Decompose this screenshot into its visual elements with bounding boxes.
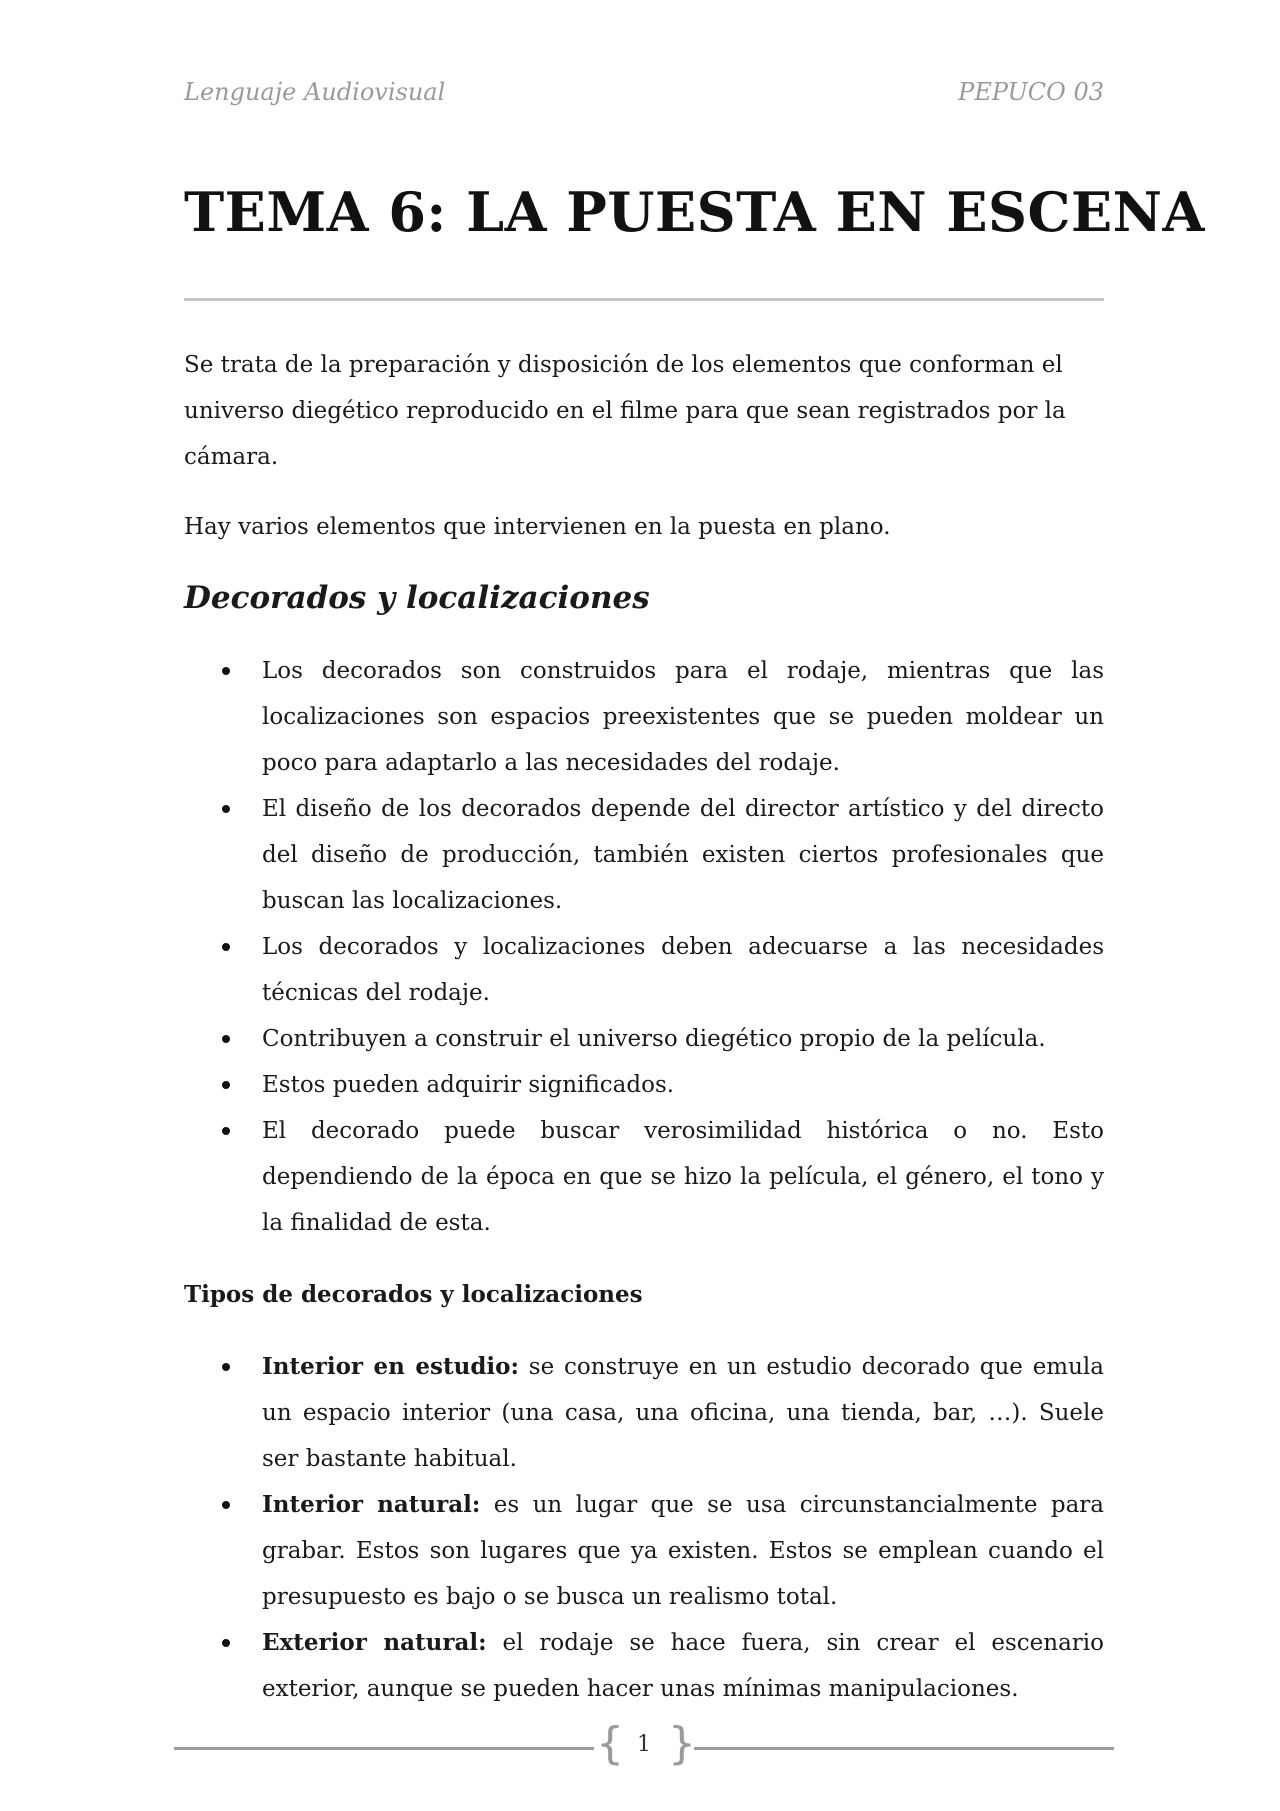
footer-rule-left: [174, 1747, 594, 1750]
list-item-text: El decorado puede buscar verosimilidad histórica o no. Esto dependiendo de la época en que se hizo la película, el género, el tono y la finalidad de esta.: [262, 1118, 1104, 1236]
list-item-text: Los decorados son construidos para el rodaje, mientras que las localizaciones son espacios preexistentes que se pueden moldear un poco para adaptarlo a las necesidades del rodaje.: [262, 658, 1104, 776]
type-description: es un lugar que se usa circunstancialmente para grabar. Estos son lugares que ya existen. Estos se emplean cuando el presupuesto es bajo o se busca un realismo total.: [262, 1492, 1104, 1610]
type-description: el rodaje se hace fuera, sin crear el escenario exterior, aunque se pueden hacer unas mínimas manipulaciones.: [262, 1630, 1104, 1702]
header-course-code: PEPUCO 03: [958, 78, 1104, 106]
footer-rule-right: [694, 1747, 1114, 1750]
bullet-icon: [222, 805, 230, 813]
list-item: [184, 1016, 1104, 1062]
bullet-icon: [222, 1035, 230, 1043]
page-number: 1: [637, 1732, 651, 1757]
intro-paragraph: Hay varios elementos que intervienen en la puesta en plano.: [184, 514, 891, 540]
list-item: [184, 1482, 1104, 1620]
list-item-text: Los decorados y localizaciones deben adecuarse a las necesidades técnicas del rodaje.: [262, 934, 1104, 1006]
bullet-icon: [222, 1363, 230, 1371]
left-bracket-icon: {: [596, 1718, 624, 1769]
decorados-bullet-list: [184, 648, 1104, 1246]
bullet-icon: [222, 1501, 230, 1509]
section-heading: Decorados y localizaciones: [184, 580, 650, 616]
bullet-icon: [222, 1127, 230, 1135]
page-header: [184, 78, 1104, 106]
type-description: se construye en un estudio decorado que emula un espacio interior (una casa, una oficina, una tienda, bar, …). Suele ser bastante habitual.: [262, 1354, 1104, 1472]
header-course-name: Lenguaje Audiovisual: [184, 78, 446, 106]
right-bracket-icon: }: [668, 1718, 696, 1769]
list-item: [184, 924, 1104, 1016]
type-term: Interior en estudio:: [262, 1353, 519, 1380]
list-item: [184, 1344, 1104, 1482]
list-item: [184, 1620, 1104, 1712]
bullet-icon: [222, 667, 230, 675]
title-divider: [184, 298, 1104, 301]
bullet-icon: [222, 1639, 230, 1647]
type-term: Exterior natural:: [262, 1629, 487, 1656]
page-footer: [174, 1718, 1114, 1778]
list-item: [184, 786, 1104, 924]
document-body: [184, 342, 1104, 1712]
list-item: [184, 1062, 1104, 1108]
document-title: TEMA 6: LA PUESTA EN ESCENA: [184, 180, 1205, 244]
types-bullet-list: [184, 1344, 1104, 1712]
list-item-text: Estos pueden adquirir significados.: [262, 1072, 675, 1098]
list-item-text: El diseño de los decorados depende del director artístico y del directo del diseño de producción, también existen ciertos profesionales que buscan las localizaciones.: [262, 796, 1104, 914]
intro-paragraph: Se trata de la preparación y disposición de los elementos que conforman el universo diegético reproducido en el filme para que sean registrados por la cámara.: [184, 352, 1066, 470]
bullet-icon: [222, 1081, 230, 1089]
list-item: [184, 648, 1104, 786]
list-item-text: Contribuyen a construir el universo diegético propio de la película.: [262, 1026, 1046, 1052]
type-term: Interior natural:: [262, 1491, 481, 1518]
list-item: [184, 1108, 1104, 1246]
bullet-icon: [222, 943, 230, 951]
subsection-heading: Tipos de decorados y localizaciones: [184, 1281, 643, 1308]
